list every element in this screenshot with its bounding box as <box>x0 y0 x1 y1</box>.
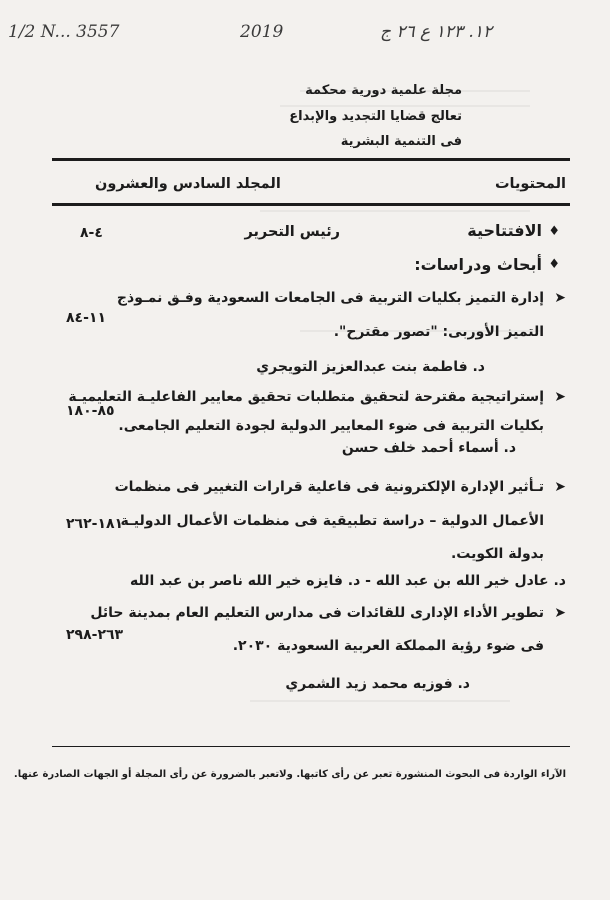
article-1-author: د. فاطمة بنت عبدالعزيز التويجري <box>256 359 485 375</box>
handwritten-annotation-left: 1/2 N... 3557 <box>8 22 120 42</box>
contents-rule <box>52 203 570 206</box>
bleed-through <box>260 210 530 212</box>
article-4-title-line-1: تطوير الأداء الإدارى للقائدات فى مدارس التعليم العام بمدينة حائل <box>90 605 544 621</box>
article-2-author: د. أسماء أحمد خلف حسن <box>341 440 516 456</box>
article-3-pages: ١٨١-٢٦٢ <box>66 516 124 532</box>
article-2-pages: ٨٥-١٨٠ <box>66 403 115 419</box>
footnote-rule <box>52 746 570 747</box>
editorial-pages: ٤-٨ <box>80 225 103 241</box>
volume-label: المجلد السادس والعشرون <box>95 176 281 192</box>
article-4-author: د. فوزيه محمد زيد الشمري <box>285 676 470 692</box>
arrow-bullet-icon: ➤ <box>554 389 566 405</box>
contents-label: المحتويات <box>494 176 566 192</box>
article-4-pages: ٢٦٣-٢٩٨ <box>66 627 124 643</box>
journal-line-1: مجلة علمية دورية محكمة <box>305 83 462 98</box>
article-2-title-line-2: بكليات التربية فى ضوء المعايير الدولية لجودة التعليم الجامعى. <box>118 418 544 434</box>
article-4-title-line-2: فى ضوء رؤية المملكة العربية السعودية ٢٠٣٠. <box>232 638 544 654</box>
article-1-pages: ١١-٨٤ <box>66 310 106 326</box>
article-3-title-line-2: الأعمال الدولية – دراسة تطبيقية فى منظمات الأعمال الدوليـة <box>120 513 544 529</box>
article-3-author: د. عادل خير الله بن عبد الله - د. فايزه خير الله ناصر بن عبد الله <box>130 573 566 589</box>
article-1-title-line-1: إدارة التميز بكليات التربية فى الجامعات السعودية وفـق نمـوذج <box>116 290 544 306</box>
footnote: الآراء الواردة فى البحوث المنشورة تعبر عن رأى كاتبها. ولاتعبر بالضرورة عن رأى المجلة أو الجهات الصادرة عنها. <box>13 769 566 780</box>
arrow-bullet-icon: ➤ <box>554 605 566 621</box>
arrow-bullet-icon: ➤ <box>554 290 566 306</box>
handwritten-annotation-year: 2019 <box>240 22 284 42</box>
bleed-through <box>250 700 510 702</box>
editorial-author: رئيس التحرير <box>244 224 340 240</box>
journal-line-2: تعالج قضايا التجديد والإبداع <box>289 109 462 124</box>
article-3-title-line-1: تـأثير الإدارة الإلكترونية فى فاعلية قرارات التغيير فى منظمات <box>114 479 544 495</box>
diamond-bullet-icon: ♦ <box>548 224 560 239</box>
article-1-title-line-2: التميز الأوربى: "تصور مقترح". <box>333 324 544 340</box>
research-heading: أبحاث ودراسات: <box>414 255 542 274</box>
article-3-title-line-3: بدولة الكويت. <box>450 546 544 562</box>
journal-line-3: فى التنمية البشرية <box>340 134 462 149</box>
diamond-bullet-icon: ♦ <box>548 257 560 272</box>
arrow-bullet-icon: ➤ <box>554 479 566 495</box>
article-2-title-line-1: إستراتيجية مقترحة لتحقيق متطلبات تحقيق معايير الفاعليـة التعليميـة <box>68 389 544 405</box>
editorial-title: الافتتاحية <box>467 221 542 240</box>
handwritten-annotation-right: ١٢. ١٢٣ ع ٢٦ ج <box>380 22 493 42</box>
header-rule <box>52 158 570 161</box>
